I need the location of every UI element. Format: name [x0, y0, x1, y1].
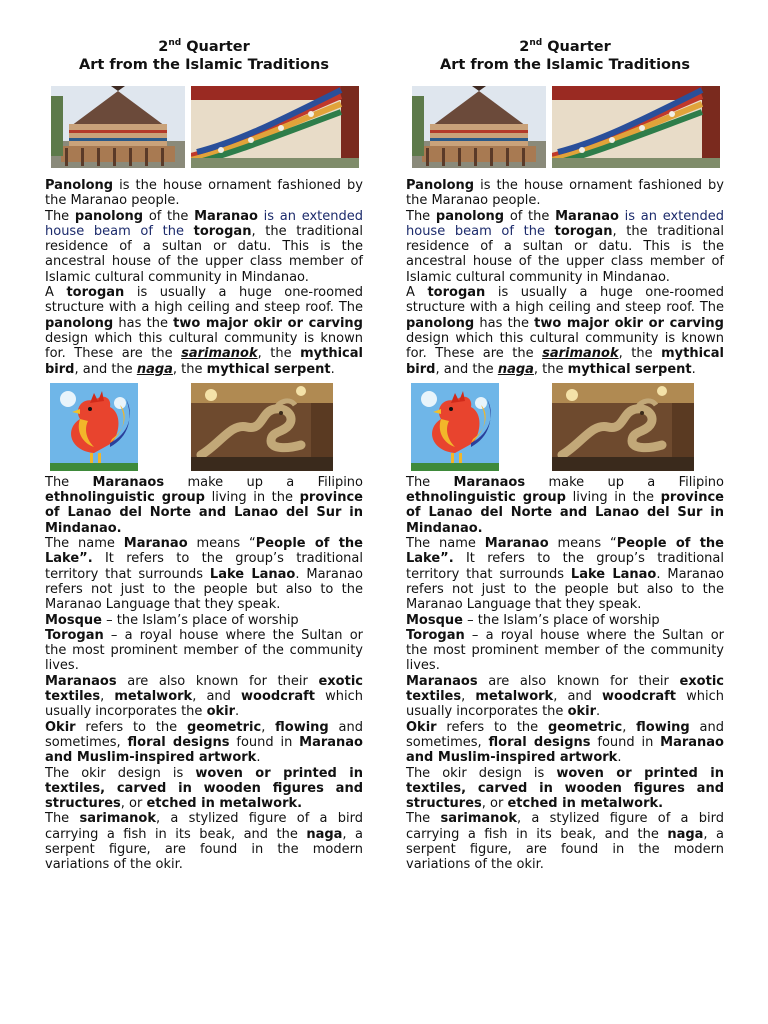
- torogan-house-image: [412, 86, 546, 168]
- sarimanok-rooster-image: [50, 383, 138, 471]
- naga-serpent-carving-image: [552, 383, 694, 471]
- paragraph-sarimanok-naga: The sarimanok, a stylized figure of a bird carrying a fish in its beak, and the naga, a serpent figure, are found in the modern variations of the okir.: [45, 811, 364, 873]
- handout-column-right: [406, 38, 724, 873]
- sarimanok-rooster-image: [411, 383, 499, 471]
- paragraph-okir-design: The okir design is woven or printed in textiles, carved in wooden figures and structures, or etched in metalwork.: [45, 765, 363, 812]
- paragraph-maranaos-group: The Maranaos make up a Filipino ethnolinguistic group living in the province of Lanao del Norte and Lanao del Sur in Mindanao.: [406, 474, 725, 536]
- paragraph-sarimanok-naga: The sarimanok, a stylized figure of a bird carrying a fish in its beak, and the naga, a serpent figure, are found in the modern variations of the okir.: [406, 811, 725, 873]
- subject-heading: Art from the Islamic Traditions: [79, 57, 329, 73]
- paragraph-torogan-definition: Torogan – a royal house where the Sultan or the most prominent member of the community lives.: [406, 627, 724, 674]
- subject-heading: Art from the Islamic Traditions: [440, 57, 690, 73]
- paragraph-torogan: A torogan is usually a huge one-roomed structure with a high ceiling and steep roof. The panolong has the two major okir or carving design which this cultural community is known for. These are the sarimanok, the mythical bird, and the naga, the mythical serpent.: [45, 285, 364, 377]
- paragraph-torogan-definition: Torogan – a royal house where the Sultan or the most prominent member of the community lives.: [45, 627, 363, 674]
- quarter-heading: 2nd Quarter: [158, 38, 250, 55]
- quarter-heading: 2nd Quarter: [519, 38, 611, 55]
- handout-title: [45, 38, 363, 74]
- middle-image-row: [406, 383, 724, 475]
- paragraph-panolong-definition: Panolong is the house ornament fashioned by the Maranao people.: [406, 178, 724, 209]
- paragraph-maranao-name: The name Maranao means “People of the Lake”. It refers to the group’s traditional territory that surrounds Lake Lanao. Maranao refers not just to the people but also to the Maranao Language that they speak.: [45, 536, 364, 613]
- paragraph-maranao-name: The name Maranao means “People of the Lake”. It refers to the group’s traditional territory that surrounds Lake Lanao. Maranao refers not just to the people but also to the Maranao Language that they speak.: [406, 536, 725, 613]
- paragraph-okir-design: The okir design is woven or printed in textiles, carved in wooden figures and structures, or etched in metalwork.: [406, 765, 724, 812]
- paragraph-maranaos-group: The Maranaos make up a Filipino ethnolinguistic group living in the province of Lanao del Norte and Lanao del Sur in Mindanao.: [45, 474, 364, 536]
- middle-image-row: [45, 383, 363, 475]
- top-image-row: [406, 86, 724, 178]
- top-image-row: [45, 86, 363, 178]
- handout-title: [406, 38, 724, 74]
- paragraph-maranaos-crafts: Maranaos are also known for their exotic textiles, metalwork, and woodcraft which usually incorporates the okir.: [45, 673, 363, 720]
- panolong-beam-image: [191, 86, 359, 168]
- paragraph-mosque: Mosque – the Islam’s place of worship: [406, 612, 660, 628]
- paragraph-panolong-definition: Panolong is the house ornament fashioned by the Maranao people.: [45, 178, 363, 209]
- paragraph-mosque: Mosque – the Islam’s place of worship: [45, 612, 299, 628]
- paragraph-okir-definition: Okir refers to the geometric, flowing and sometimes, floral designs found in Maranao and Muslim-inspired artwork.: [406, 719, 725, 766]
- paragraph-okir-definition: Okir refers to the geometric, flowing and sometimes, floral designs found in Maranao and Muslim-inspired artwork.: [45, 719, 364, 766]
- paragraph-torogan: A torogan is usually a huge one-roomed structure with a high ceiling and steep roof. The panolong has the two major okir or carving design which this cultural community is known for. These are the sarimanok, the mythical bird, and the naga, the mythical serpent.: [406, 285, 725, 377]
- panolong-beam-image: [552, 86, 720, 168]
- paragraph-maranaos-crafts: Maranaos are also known for their exotic textiles, metalwork, and woodcraft which usually incorporates the okir.: [406, 673, 724, 720]
- paragraph-panolong-beam: The panolong of the Maranao is an extended house beam of the torogan, the traditional residence of a sultan or datu. This is the ancestral house of the upper class member of Islamic cultural community in Mindanao.: [406, 208, 725, 285]
- naga-serpent-carving-image: [191, 383, 333, 471]
- paragraph-panolong-beam: The panolong of the Maranao is an extended house beam of the torogan, the traditional residence of a sultan or datu. This is the ancestral house of the upper class member of Islamic cultural community in Mindanao.: [45, 208, 364, 285]
- handout-column-left: [45, 38, 363, 873]
- torogan-house-image: [51, 86, 185, 168]
